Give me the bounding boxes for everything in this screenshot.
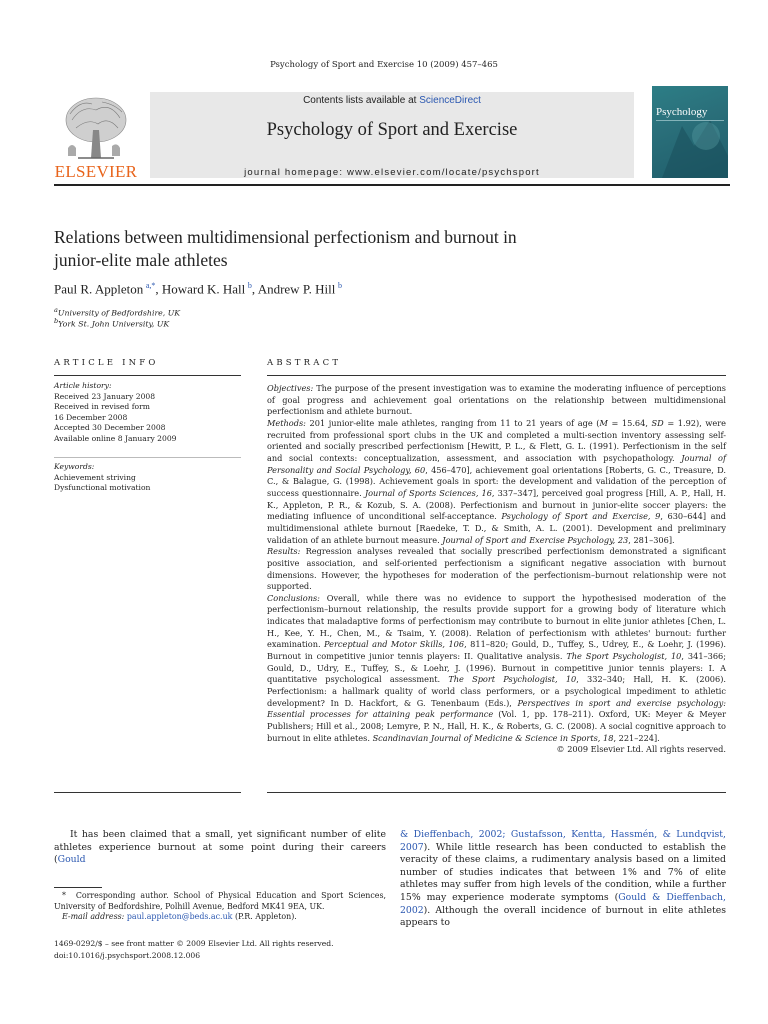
article-info-bottom-rule — [54, 792, 241, 793]
citation-link[interactable]: Gould & Dieffenbach, 2002 — [400, 891, 726, 916]
journal-title: Psychology of Sport and Exercise — [266, 120, 518, 140]
journal-citation: Scandinavian Journal of Medicine & Science in Sports, 18 — [372, 732, 614, 743]
running-head: Psychology of Sport and Exercise 10 (2009) 457–465 — [270, 60, 498, 70]
author-name: Andrew P. Hill — [257, 281, 336, 297]
journal-citation: Psychology of Sport and Exercise, 9 — [501, 511, 661, 522]
footnote-mark: * — [62, 891, 66, 900]
abstract-bottom-rule — [267, 792, 726, 793]
citation-link[interactable]: & Dieffenbach, 2002; Gustafsson, Kentta, Hassmén, & Lundqvist, 2007 — [400, 829, 726, 853]
history-item: 16 December 2008 — [54, 412, 128, 422]
journal-cover — [652, 86, 728, 178]
elsevier-logo — [52, 90, 140, 182]
contents-prefix: Contents lists available at — [303, 95, 420, 106]
author-affiliation-mark[interactable]: a,* — [145, 281, 156, 290]
methods-label: Methods: — [267, 417, 306, 428]
history-item: Accepted 30 December 2008 — [54, 423, 166, 432]
methods-mean-symbol: M — [599, 417, 608, 428]
article-history — [54, 381, 241, 444]
history-item: Received 23 January 2008 — [54, 391, 156, 401]
keyword: Dysfunctional motivation — [54, 483, 151, 492]
email-suffix: (P.R. Appleton). — [234, 912, 297, 921]
sciencedirect-link[interactable]: ScienceDirect — [419, 95, 481, 106]
article-info-heading: ARTICLE INFO — [54, 358, 159, 368]
cover-title: Psychology — [656, 106, 708, 118]
author-name: Howard K. Hall — [161, 281, 246, 297]
author-affiliation-mark[interactable]: b — [337, 281, 342, 290]
journal-citation: The Sport Psychologist, 10 — [566, 651, 682, 662]
abstract-conclusions — [267, 593, 726, 745]
article-info-rule — [54, 375, 241, 376]
copyright-notice: © 2009 Elsevier Ltd. All rights reserved. — [556, 744, 726, 755]
affiliation-mark: b — [54, 317, 59, 325]
affiliation — [54, 306, 180, 318]
methods-text: , 630–644] and multidimensional athlete burnout [Raedeke, T. D., & Smith, A. L. (2001). Development and preliminary validation of an athlete burnout measure. — [267, 511, 726, 545]
publisher-name: ELSEVIER — [54, 162, 138, 181]
journal-citation: Journal of Personality and Social Psychology, 60 — [267, 452, 727, 475]
email-label: E-mail address: — [62, 912, 125, 921]
journal-citation: Journal of Sport and Exercise Psychology, 23 — [442, 534, 629, 545]
paper-title-line-1: Relations between multidimensional perfectionism and burnout in — [54, 227, 517, 247]
keywords — [54, 462, 241, 494]
body-paragraph-left — [54, 829, 386, 867]
history-label: Article history: — [54, 381, 112, 390]
journal-homepage[interactable]: journal homepage: www.elsevier.com/locate/psychsport — [244, 167, 540, 178]
abstract-rule — [267, 375, 726, 376]
paper-title-line-2: junior-elite male athletes — [54, 250, 228, 270]
email-link[interactable]: paul.appleton@beds.ac.uk — [126, 912, 233, 921]
abstract-body — [267, 383, 726, 756]
conclusions-text: , 811–820; Gould, D., Tuffey, S., Udrey, E., & Loehr, J. (1996). Burnout in competitive junior tennis players: II. Qualitative analysis. — [267, 639, 727, 662]
affiliation — [54, 317, 169, 329]
keywords-rule — [54, 457, 241, 458]
conclusions-text: , 341–366; Gould, D., Udry, E., Tuffey, S., & Loehr, J. (1996). Burnout in competitive junior tennis players: I. A quantitative psychological assessment. — [267, 651, 727, 685]
methods-text: , 456–470], achievement goal orientations [Roberts, G. C., Treasure, D. C., & Balague, G. (1998). Achievement goals in sport: the development and validation of the perception of success questionnaire. — [267, 464, 726, 498]
journal-banner — [150, 92, 634, 178]
abstract-methods — [267, 418, 726, 546]
conclusions-text: , 332–340; Hall, H. K. (2006). Perfectionism: a hallmark quality of world class performers, or a psychological impediment to athletic development? In D. Hackfort, & G. Tenenbaum (Eds.), — [267, 674, 726, 708]
author-name: Paul R. Appleton — [54, 281, 144, 297]
abstract-results — [267, 546, 726, 593]
conclusions-label: Conclusions: — [267, 592, 320, 603]
history-item: Received in revised form — [54, 402, 150, 411]
issn-line: 1469-0292/$ – see front matter © 2009 Elsevier Ltd. All rights reserved. — [54, 939, 334, 948]
author-list: Paul R. Appleton $^{a,*}$, Howard K. Hall $^b$, Andrew P. Hill $^b$ — [54, 281, 342, 297]
conclusions-text: , 221–224]. — [613, 732, 660, 743]
abstract-objectives — [267, 383, 726, 418]
objectives-text: The purpose of the present investigation was to examine the moderating influence of perceptions of goal progress and achievement goal orientations on the relationship between multidimensional perfectionism and athlete burnout. — [267, 383, 726, 417]
methods-text: 201 junior-elite male athletes, ranging from 11 to 21 years of age ( — [309, 417, 600, 428]
journal-citation: The Sport Psychologist, 10 — [448, 674, 577, 685]
corresponding-author-footnote — [54, 891, 386, 923]
history-item: Available online 8 January 2009 — [54, 433, 177, 443]
citation-link[interactable]: Gould — [57, 854, 86, 866]
footnote-rule — [54, 887, 102, 888]
methods-text: , 281–306]. — [628, 534, 675, 545]
contents-line — [150, 95, 634, 106]
conclusions-text: Overall, while there was no evidence to support the hypothesised moderation of the perfectionism–burnout relationship, the results provide support for a growing body of literature which indicates that maladaptive forms of perfectionism may contribute to burnout in elite junior athletes [Chen, L. H., Kee, Y. H., Chen, M., & Tsaim, Y. (2008). Relation of perfectionism with athletes' burnout: further examination. — [267, 592, 726, 650]
affiliation-text: University of Bedfordshire, UK — [57, 308, 181, 318]
keywords-label: Keywords: — [54, 462, 95, 471]
footnote-text — [54, 891, 386, 912]
body-text: ). Although the overall incidence of burnout in elite athletes appears to — [400, 904, 726, 929]
doi-line[interactable]: doi:10.1016/j.psychsport.2008.12.006 — [54, 950, 201, 960]
methods-text: = 15.64, — [607, 417, 652, 428]
affiliation-mark: a — [54, 306, 58, 314]
footnote-body: Corresponding author. School of Physical Education and Sport Sciences, University of Bedfordshire, Polhill Avenue, Bedford MK41 9EA, UK. — [54, 891, 386, 911]
footnote-email — [54, 912, 386, 923]
affiliation-text: York St. John University, UK — [58, 319, 170, 329]
results-label: Results: — [267, 546, 301, 557]
conclusions-text: (Vol. 1, pp. 178–211). Oxford, UK: Meyer & Meyer Publishers; Hill et al., 2008; Lemyre, P. N., Hall, H. K., & Roberts, G. C. (2008). A social cognitive approach to burnout in elite athletes. — [267, 709, 727, 743]
author-affiliation-mark[interactable]: b — [247, 281, 252, 290]
methods-text: = 1.92), were recruited from professional sport clubs in the UK and completed a multi-section inventory assessing self-oriented and socially prescribed perfectionism [Hewitt, P. L., & Flett, G. L. (1991). Perfectionism in the self and social contexts: conceptualization, assessment, and association with psychopathology. — [267, 417, 727, 463]
methods-text: , 337–347], perceived goal progress [Hill, A. P., Hall, H. K., Appleton, P. R., & Kozub, S. A. (2008). Perfectionism and burnout in junior-elite soccer players: the mediating influence of unconditional self-acceptance. — [267, 487, 726, 522]
body-paragraph-right — [400, 829, 726, 930]
front-matter — [54, 938, 334, 961]
journal-citation: Perspectives in sport and exercise psychology: Essential processes for attaining peak performance — [267, 697, 727, 720]
results-text: Regression analyses revealed that socially prescribed perfectionism demonstrated a significant positive association, and self-oriented perfectionism a significant negative association with burnout dimensions. However, the hypotheses for moderation of the perfectionism–burnout relationship were not supported. — [267, 546, 726, 592]
journal-citation: Perceptual and Motor Skills, 106 — [324, 639, 465, 650]
methods-sd-symbol: SD — [651, 417, 664, 428]
abstract-heading: ABSTRACT — [267, 358, 342, 368]
keyword: Achievement striving — [54, 472, 136, 482]
paper-title — [54, 226, 674, 272]
body-text: ). While little research has been conducted to establish the veracity of these claims, a rudimentary analysis based on a limited number of studies indicates that between 1% and 7% of elite athletes may suffer from high levels of the condition, while a further 15% may experience moderate symptoms ( — [400, 841, 726, 903]
journal-citation: Journal of Sports Sciences, 16 — [364, 487, 492, 498]
objectives-label: Objectives: — [267, 383, 314, 393]
cover-art-icon — [652, 86, 728, 178]
body-text: It has been claimed that a small, yet significant number of elite athletes experience burnout at some point during their careers ( — [54, 829, 386, 866]
header-rule — [54, 184, 730, 186]
